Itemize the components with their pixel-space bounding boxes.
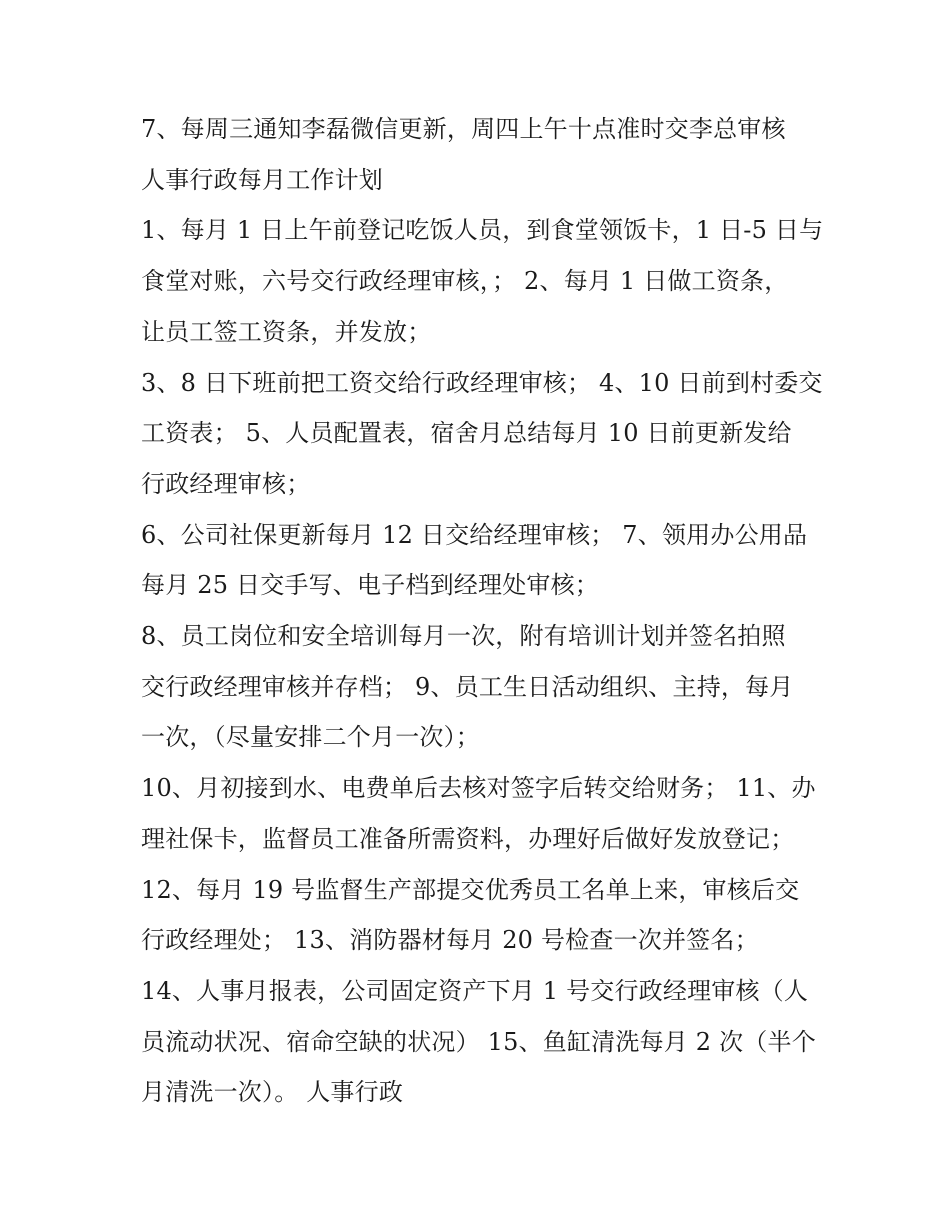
text-line: 6、公司社保更新每月 12 日交给经理审核； 7、领用办公用品	[141, 520, 808, 549]
text-line: 理社保卡，监督员工准备所需资料，办理好后做好发放登记；	[141, 824, 795, 853]
text-line: 一次，（尽量安排二个月一次）；	[141, 723, 480, 752]
text-line: 食堂对账，六号交行政经理审核，； 2、每月 1 日做工资条，	[141, 267, 789, 296]
text-line: 工资表； 5、人员配置表，宿舍月总结每月 10 日前更新发给	[141, 419, 792, 448]
text-line: 12、每月 19 号监督生产部提交优秀员工名单上来，审核后交	[141, 875, 800, 904]
text-line: 行政经理处； 13、消防器材每月 20 号检查一次并签名；	[141, 926, 759, 955]
text-line: 每月 25 日交手写、电子档到经理处审核；	[141, 571, 599, 600]
text-line: 交行政经理审核并存档； 9、员工生日活动组织、主持，每月	[141, 672, 794, 701]
text-line: 员流动状况、宿命空缺的状况） 15、鱼缸清洗每月 2 次（半个	[141, 1027, 816, 1056]
text-line: 14、人事月报表，公司固定资产下月 1 号交行政经理审核（人	[141, 976, 809, 1005]
text-line: 1、每月 1 日上午前登记吃饭人员，到食堂领饭卡，1 日-5 日与	[141, 216, 824, 245]
text-line: 7、每周三通知李磊微信更新，周四上午十点准时交李总审核	[141, 115, 786, 143]
text-line: 10、月初接到水、电费单后去核对签字后转交给财务； 11、办	[141, 774, 816, 803]
text-line: 行政经理审核；	[141, 469, 311, 498]
text-line: 8、员工岗位和安全培训每月一次，附有培训计划并签名拍照	[141, 622, 786, 651]
text-line: 让员工签工资条，并发放；	[141, 317, 432, 346]
text-line: 月清洗一次）。 人事行政	[141, 1078, 404, 1107]
document-body	[141, 104, 824, 1118]
section-heading: 人事行政每月工作计划	[141, 165, 383, 194]
text-line: 3、8 日下班前把工资交给行政经理审核； 4、10 日前到村委交	[141, 368, 823, 397]
